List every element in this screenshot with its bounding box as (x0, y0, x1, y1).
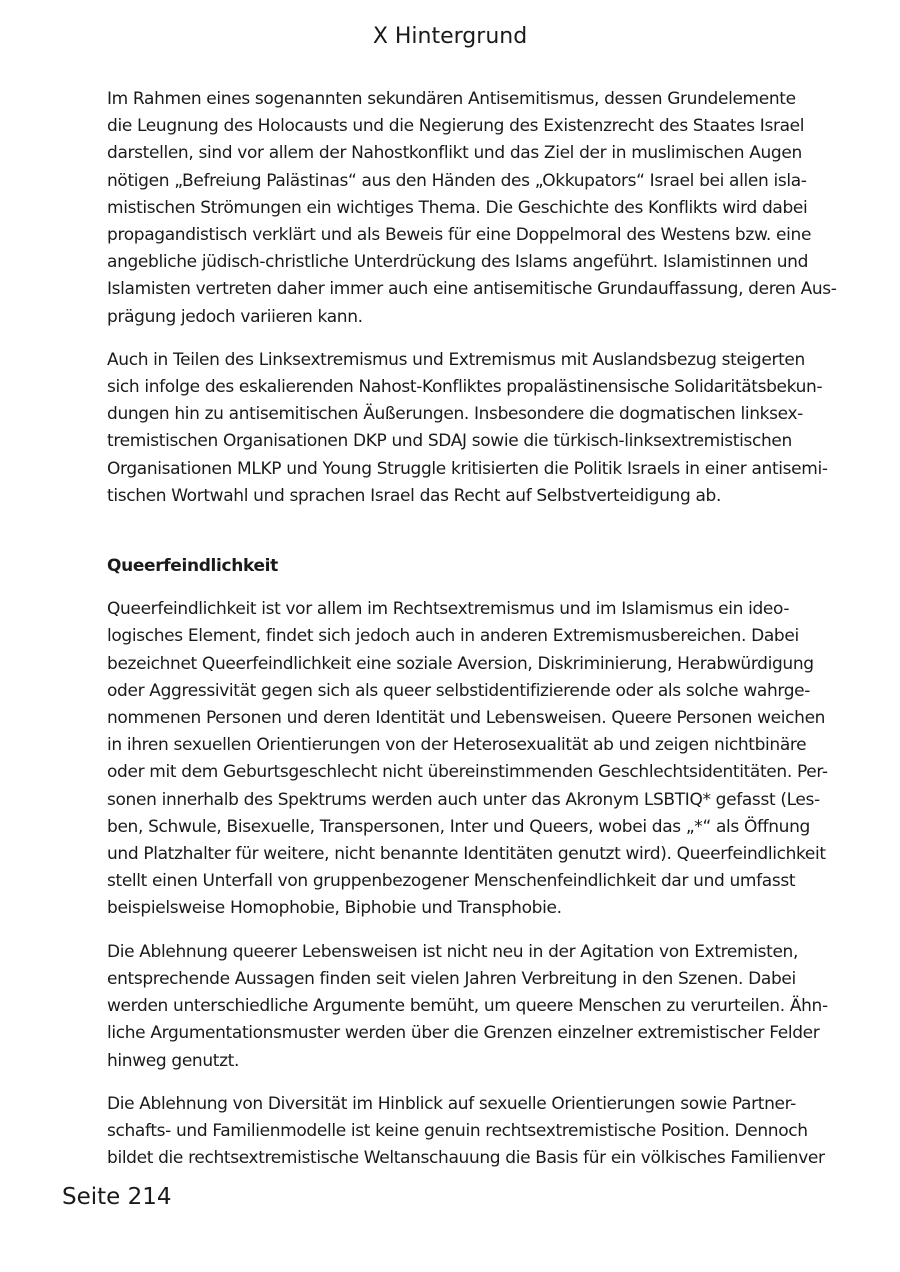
heading-spacer (107, 580, 841, 596)
paragraph-diversity-rejection (107, 1091, 841, 1173)
text-line: tischen Wortwahl und sprachen Israel das Recht auf Selbstverteidigung ab. (107, 485, 722, 506)
text-line: darstellen, sind vor allem der Nahostkonflikt und das Ziel der in muslimischen Augen (107, 143, 802, 164)
paragraph-spacer (107, 1075, 841, 1091)
text-line: propagandistisch verklärt und als Beweis für eine Doppelmoral des Westens bzw. eine (107, 225, 812, 246)
text-line: Die Ablehnung von Diversität im Hinblick auf sexuelle Orientierungen sowie Partner- (107, 1093, 796, 1114)
text-line: logisches Element, findet sich jedoch auch in anderen Extremismusbereichen. Dabei (107, 626, 799, 647)
paragraph-antisemitism-left-extremism (107, 347, 841, 510)
chapter-title: X Hintergrund (372, 24, 528, 49)
text-line: entsprechende Aussagen finden seit vielen Jahren Verbreitung in den Szenen. Dabei (107, 968, 796, 989)
text-line: oder Aggressivität gegen sich als queer selbstidentifizierende oder als solche wahrge- (107, 680, 811, 701)
text-line: mistischen Strömungen ein wichtiges Thema. Die Geschichte des Konflikts wird dabei (107, 197, 808, 218)
paragraph-queer-rejection-agitation (107, 939, 841, 1075)
text-line: nommenen Personen und deren Identität und Lebensweisen. Queere Personen weichen (107, 708, 826, 729)
text-line: sonen innerhalb des Spektrums werden auch unter das Akronym LSBTIQ* gefasst (Les- (107, 789, 820, 810)
text-line: stellt einen Unterfall von gruppenbezogener Menschenfeindlichkeit dar und umfasst (107, 871, 796, 892)
paragraph-spacer (107, 923, 841, 939)
page-number: Seite 214 (62, 1184, 172, 1210)
text-line: Auch in Teilen des Linksextremismus und Extremismus mit Auslandsbezug steigerten (107, 349, 805, 370)
paragraph-queerfeindlichkeit-definition (107, 596, 841, 922)
text-line: und Platzhalter für weitere, nicht benannte Identitäten genutzt wird). Queerfeindlichkeit (107, 844, 826, 865)
text-line: Islamisten vertreten daher immer auch eine antisemitische Grundauffassung, deren Aus- (107, 279, 837, 300)
text-line: prägung jedoch variieren kann. (107, 306, 363, 327)
section-heading: Queerfeindlichkeit (107, 556, 278, 577)
page-content (107, 86, 841, 1172)
text-line: Im Rahmen eines sogenannten sekundären Antisemitismus, dessen Grundelemente (107, 89, 796, 109)
text-line: dungen hin zu antisemitischen Äußerungen. Insbesondere die dogmatischen linksex- (107, 404, 803, 425)
text-line: oder mit dem Geburtsgeschlecht nicht übereinstimmenden Geschlechtsidentitäten. Per- (107, 762, 828, 783)
text-line: beispielsweise Homophobie, Biphobie und Transphobie. (107, 898, 562, 919)
text-line: bildet die rechtsextremistische Weltanschauung die Basis für ein völkisches Familienver (107, 1148, 825, 1169)
text-line: liche Argumentationsmuster werden über die Grenzen einzelner extremistischer Felder (107, 1023, 820, 1044)
text-line: tremistischen Organisationen DKP und SDAJ sowie die türkisch-linksextremistischen (107, 431, 792, 452)
text-line: hinweg genutzt. (107, 1050, 240, 1071)
section-spacer (107, 510, 841, 553)
text-line: schafts- und Familienmodelle ist keine genuin rechtsextremistische Position. Dennoch (107, 1120, 808, 1141)
text-line: in ihren sexuellen Orientierungen von der Heterosexualität ab und zeigen nichtbinäre (107, 735, 807, 756)
text-line: ben, Schwule, Bisexuelle, Transpersonen, Inter und Queers, wobei das „*“ als Öffnung (107, 816, 810, 837)
text-line: angebliche jüdisch-christliche Unterdrückung des Islams angeführt. Islamistinnen und (107, 252, 809, 273)
text-line: bezeichnet Queerfeindlichkeit eine soziale Aversion, Diskriminierung, Herabwürdigung (107, 653, 814, 674)
text-line: werden unterschiedliche Argumente bemüht, um queere Menschen zu verurteilen. Ähn- (107, 996, 828, 1017)
paragraph-spacer (107, 331, 841, 347)
paragraph-antisemitism-islamism (107, 86, 841, 331)
text-line: die Leugnung des Holocausts und die Negierung des Existenzrecht des Staates Israel (107, 116, 805, 137)
text-line: Organisationen MLKP und Young Struggle kritisierten die Politik Israels in einer antisemi- (107, 458, 828, 479)
text-line: Die Ablehnung queerer Lebensweisen ist nicht neu in der Agitation von Extremisten, (107, 941, 799, 962)
text-line: nötigen „Befreiung Palästinas“ aus den Händen des „Okkupators“ Israel bei allen isla- (107, 170, 807, 191)
text-line: Queerfeindlichkeit ist vor allem im Rechtsextremismus und im Islamismus ein ideo- (107, 599, 790, 620)
text-line: sich infolge des eskalierenden Nahost-Konfliktes propalästinensische Solidaritätsbekun- (107, 377, 823, 398)
